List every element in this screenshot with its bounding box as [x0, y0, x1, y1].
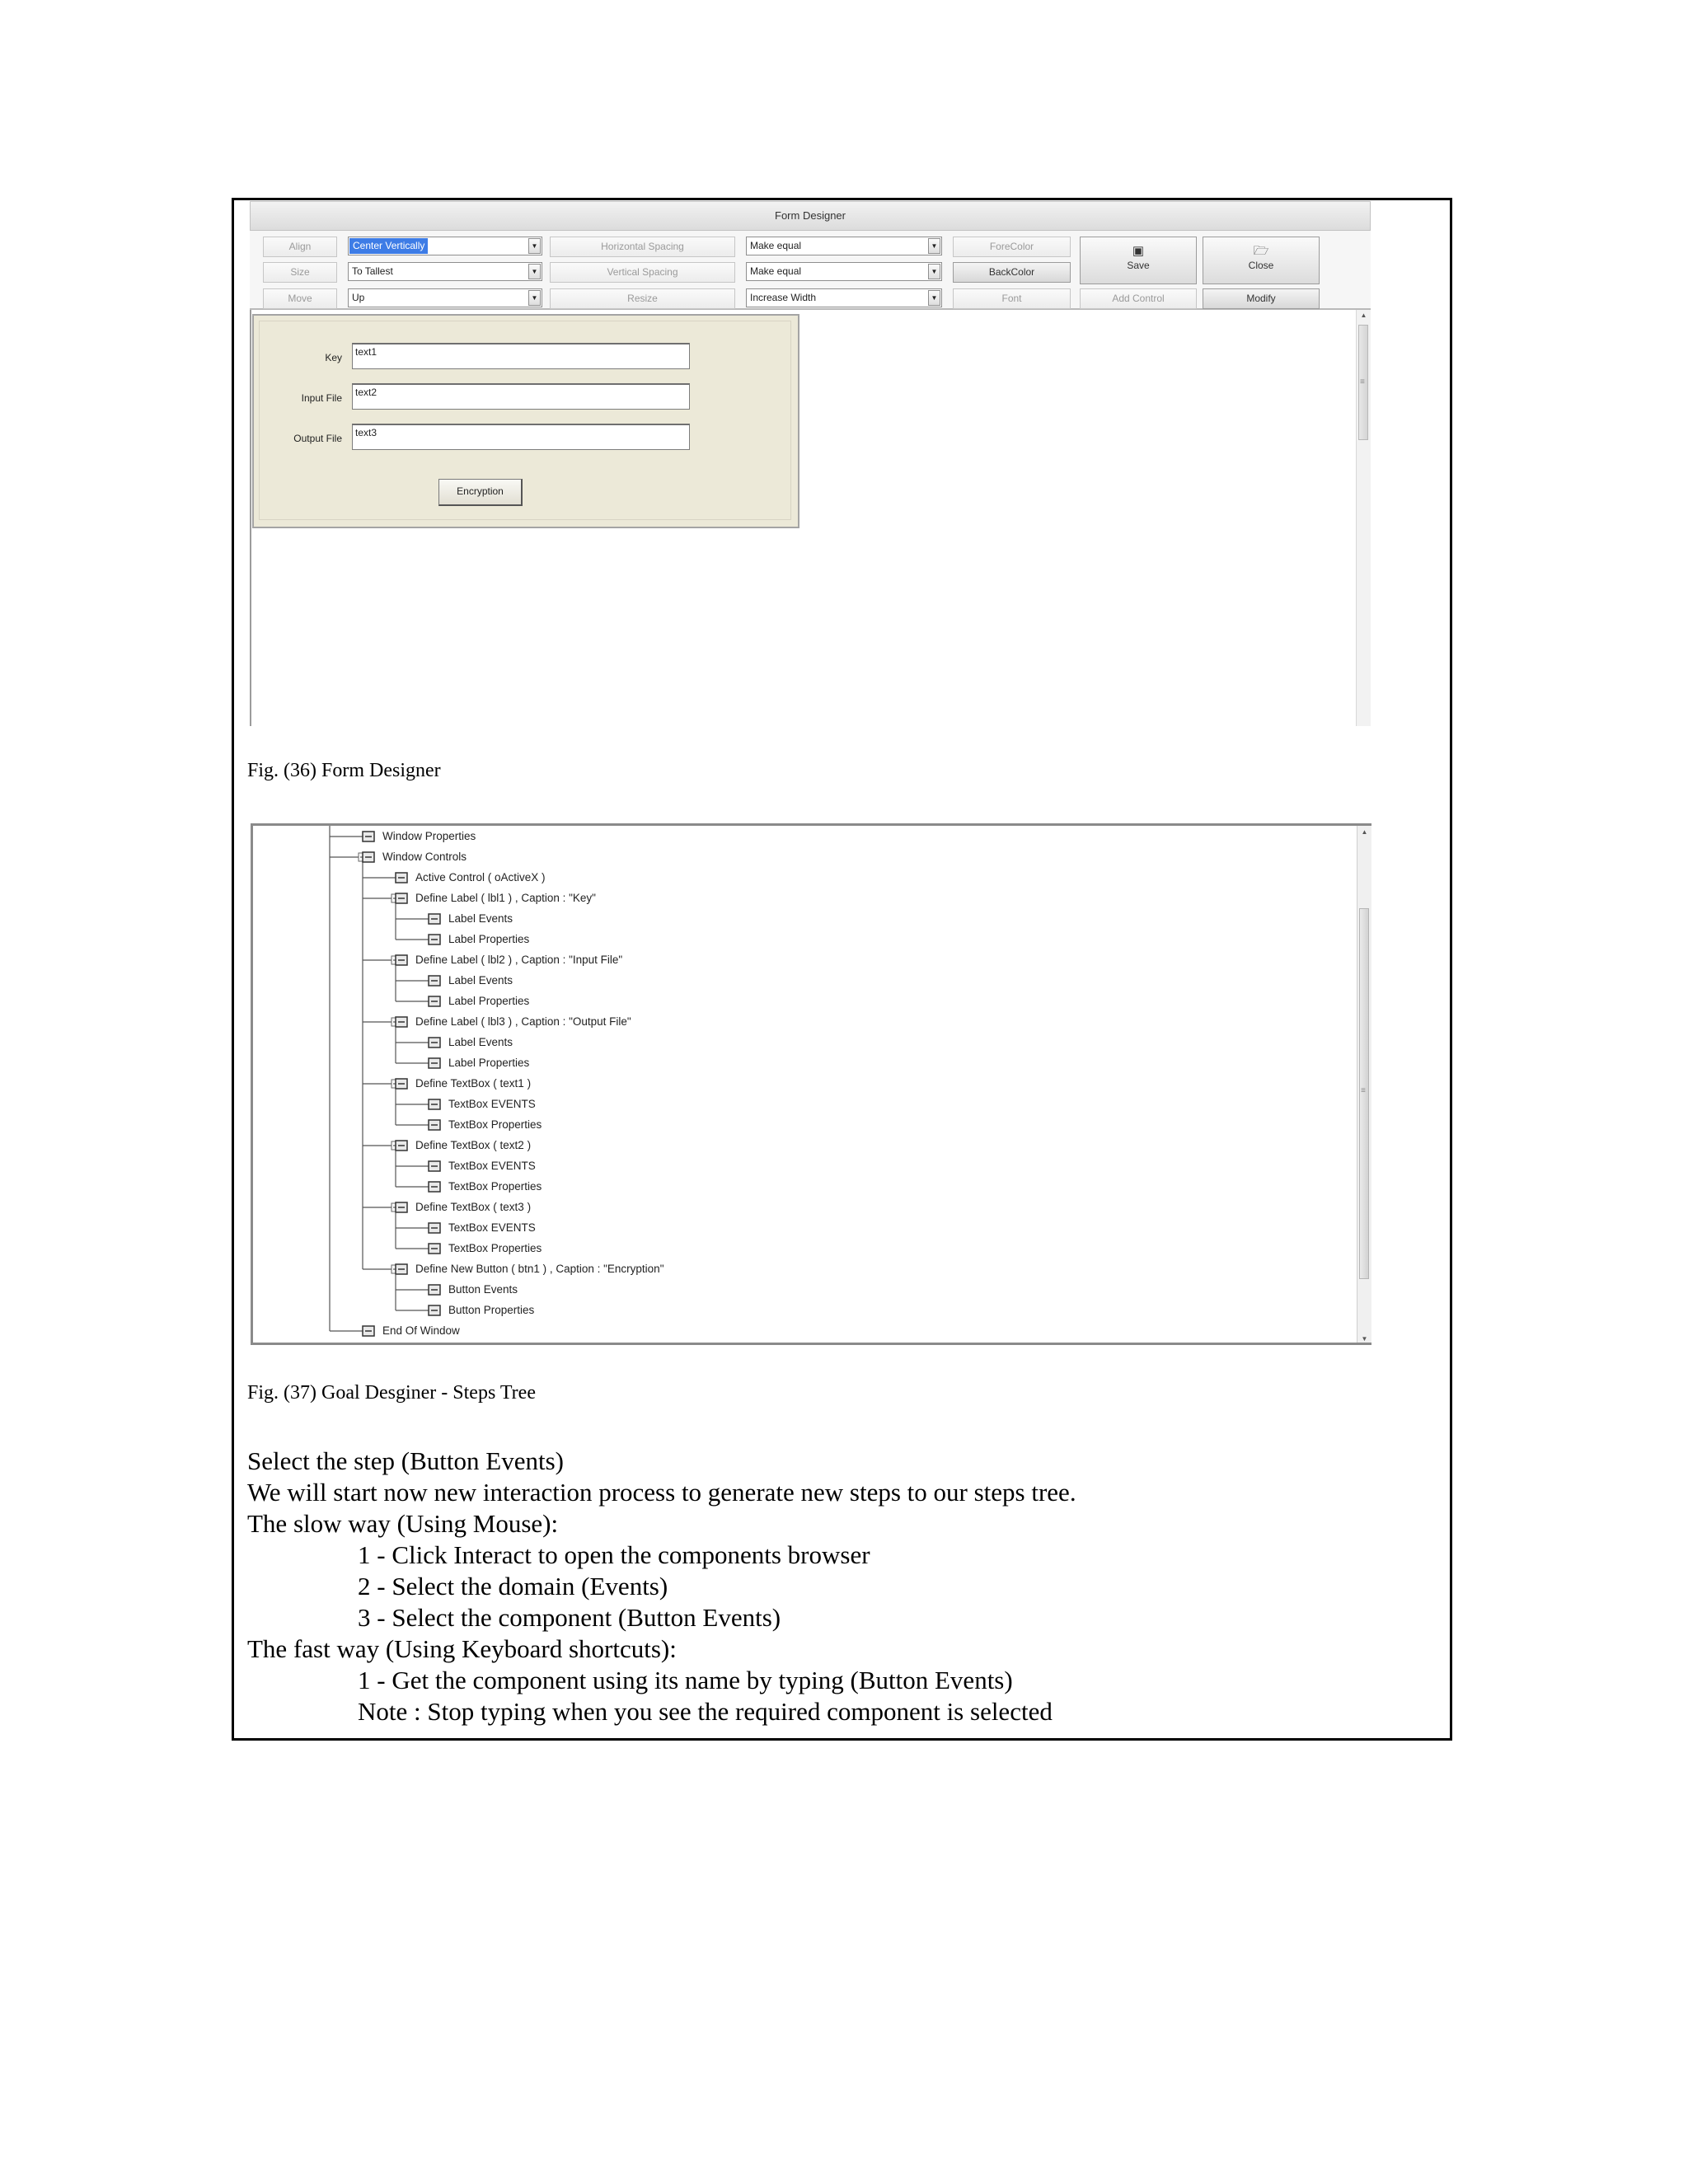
text2-field[interactable]: text2 — [352, 383, 690, 410]
tree-node-label[interactable]: End Of Window — [382, 1324, 460, 1337]
move-select[interactable] — [348, 288, 542, 307]
tree-node-label[interactable]: Label Properties — [448, 995, 530, 1007]
figure-36-caption: Fig. (36) Form Designer — [247, 760, 441, 781]
tree-node-label[interactable]: Window Controls — [382, 851, 467, 863]
tree-node-label[interactable]: Define TextBox ( text3 ) — [415, 1201, 532, 1213]
instruction-step: 1 - Click Interact to open the components browser — [358, 1540, 870, 1569]
size-select[interactable] — [348, 262, 542, 281]
tree-scrollbar[interactable] — [1357, 826, 1372, 1345]
scroll-up-icon[interactable]: ▲ — [1360, 312, 1367, 319]
tree-node-label[interactable]: Define TextBox ( text1 ) — [415, 1077, 532, 1090]
vspacing-value: Make equal — [750, 265, 802, 277]
tree-node-label[interactable]: TextBox Properties — [448, 1242, 542, 1254]
folder-exit-icon: 🗁 — [1253, 244, 1269, 258]
font-button[interactable]: Font — [953, 288, 1071, 309]
instruction-line: We will start now new interaction process to generate new steps to our steps tree. — [247, 1478, 1076, 1507]
dropdown-arrow-icon[interactable]: ▼ — [928, 238, 940, 254]
save-label: Save — [1127, 260, 1150, 271]
vertical-spacing-button[interactable]: Vertical Spacing — [550, 262, 735, 283]
resize-select[interactable] — [746, 288, 942, 307]
instruction-line: Select the step (Button Events) — [247, 1446, 564, 1475]
output-file-label: Output File — [293, 433, 342, 444]
instruction-step: 3 - Select the component (Button Events) — [358, 1603, 781, 1632]
steps-tree[interactable] — [251, 823, 1372, 1345]
instruction-note: Note : Stop typing when you see the required component is selected — [358, 1697, 1053, 1726]
align-select-value: Center Vertically — [349, 238, 428, 254]
align-select[interactable] — [348, 237, 542, 255]
tree-node-label[interactable]: Button Events — [448, 1283, 518, 1296]
forecolor-button[interactable]: ForeColor — [953, 237, 1071, 257]
move-select-value: Up — [352, 292, 365, 303]
modify-button[interactable]: Modify — [1203, 288, 1320, 309]
hspacing-value: Make equal — [750, 240, 802, 251]
instruction-step: 1 - Get the component using its name by typing (Button Events) — [358, 1666, 1013, 1694]
size-button[interactable]: Size — [263, 262, 337, 283]
form-designer-title: Form Designer — [250, 201, 1371, 231]
form-designer-toolbar — [250, 231, 1371, 310]
tree-node-label[interactable]: Define TextBox ( text2 ) — [415, 1139, 532, 1151]
tree-node-label[interactable]: TextBox EVENTS — [448, 1221, 536, 1234]
move-button[interactable]: Move — [263, 288, 337, 309]
encryption-button[interactable]: Encryption — [438, 479, 523, 506]
horizontal-spacing-button[interactable]: Horizontal Spacing — [550, 237, 735, 257]
text1-field[interactable]: text1 — [352, 343, 690, 369]
scroll-up-icon[interactable]: ▲ — [1361, 828, 1368, 836]
tree-node-label[interactable]: Define Label ( lbl2 ) , Caption : "Input File" — [415, 954, 623, 966]
tree-node-label[interactable]: Active Control ( oActiveX ) — [415, 871, 546, 883]
tree-node-label[interactable]: Label Properties — [448, 1057, 530, 1069]
tree-node-label[interactable]: Define New Button ( btn1 ) , Caption : "Encryption" — [415, 1263, 664, 1275]
form-designer-screenshot — [250, 201, 1371, 726]
instruction-step: 2 - Select the domain (Events) — [358, 1572, 668, 1601]
designed-form[interactable] — [252, 314, 799, 528]
input-file-label: Input File — [301, 392, 342, 404]
instruction-line: The slow way (Using Mouse): — [247, 1509, 559, 1538]
instruction-line: The fast way (Using Keyboard shortcuts): — [247, 1634, 677, 1663]
tree-node-label[interactable]: Define Label ( lbl1 ) , Caption : "Key" — [415, 892, 596, 904]
figure-37-caption: Fig. (37) Goal Desginer - Steps Tree — [247, 1382, 536, 1404]
grip-icon: ≡ — [1360, 377, 1365, 387]
design-canvas[interactable] — [250, 310, 1371, 726]
size-select-value: To Tallest — [352, 265, 393, 277]
key-label: Key — [325, 352, 342, 363]
canvas-scrollbar[interactable] — [1356, 310, 1371, 726]
tree-node-label[interactable]: Label Properties — [448, 933, 530, 945]
backcolor-button[interactable]: BackColor — [953, 262, 1071, 283]
floppy-disk-icon: ▣ — [1132, 244, 1145, 258]
save-button[interactable] — [1080, 237, 1197, 284]
tree-node-label[interactable]: Define Label ( lbl3 ) , Caption : "Output File" — [415, 1015, 631, 1028]
dropdown-arrow-icon[interactable]: ▼ — [928, 290, 940, 306]
dropdown-arrow-icon[interactable]: ▼ — [528, 238, 541, 254]
close-label: Close — [1248, 260, 1274, 271]
tree-node-label[interactable]: Window Properties — [382, 830, 476, 842]
dropdown-arrow-icon[interactable]: ▼ — [528, 264, 541, 279]
close-button[interactable] — [1203, 237, 1320, 284]
vertical-spacing-select[interactable] — [746, 262, 942, 281]
tree-node-label[interactable]: TextBox Properties — [448, 1118, 542, 1131]
horizontal-spacing-select[interactable] — [746, 237, 942, 255]
tree-node-label[interactable]: Button Properties — [448, 1304, 535, 1316]
dropdown-arrow-icon[interactable]: ▼ — [928, 264, 940, 279]
tree-node-label[interactable]: TextBox Properties — [448, 1180, 542, 1193]
tree-node-label[interactable]: Label Events — [448, 1036, 513, 1048]
dropdown-arrow-icon[interactable]: ▼ — [528, 290, 541, 306]
tree-node-label[interactable]: TextBox EVENTS — [448, 1098, 536, 1110]
tree-node-label[interactable]: Label Events — [448, 912, 513, 925]
tree-node-label[interactable]: Label Events — [448, 974, 513, 987]
resize-button[interactable]: Resize — [550, 288, 735, 309]
align-button[interactable]: Align — [263, 237, 337, 257]
tree-node-label[interactable]: TextBox EVENTS — [448, 1160, 536, 1172]
designed-form-inner — [259, 321, 791, 520]
text3-field[interactable]: text3 — [352, 424, 690, 450]
grip-icon: ≡ — [1361, 1086, 1366, 1095]
scroll-down-icon[interactable]: ▼ — [1361, 1335, 1368, 1343]
resize-value: Increase Width — [750, 292, 817, 303]
add-control-button[interactable]: Add Control — [1080, 288, 1197, 309]
